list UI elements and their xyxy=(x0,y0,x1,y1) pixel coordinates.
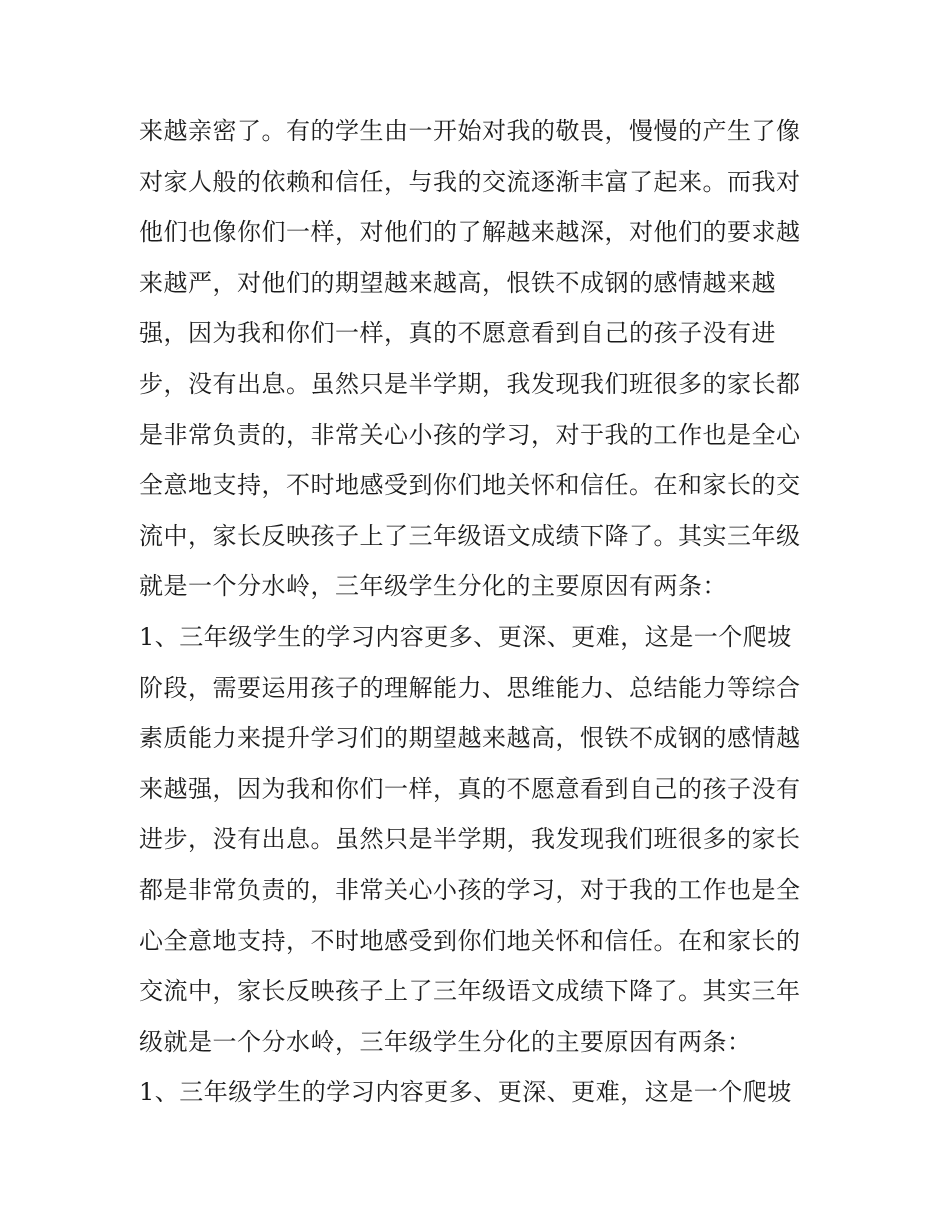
text-line: 1、三年级学生的学习内容更多、更深、更难，这是一个爬坡 xyxy=(139,622,792,651)
text-line: 1、三年级学生的学习内容更多、更深、更难，这是一个爬坡 xyxy=(139,1078,792,1107)
text-line: 流中，家长反映孩子上了三年级语文成绩下降了。其实三年级 xyxy=(139,521,801,550)
text-line: 来越亲密了。有的学生由一开始对我的敬畏，慢慢的产生了像 xyxy=(139,117,801,145)
text-line: 强，因为我和你们一样，真的不愿意看到自己的孩子没有进 xyxy=(139,319,776,348)
text-line: 对家人般的依赖和信任，与我的交流逐渐丰富了起来。而我对 xyxy=(139,167,801,196)
text-line: 他们也像你们一样，对他们的了解越来越深，对他们的要求越 xyxy=(139,218,801,247)
text-line: 素质能力来提升学习们的期望越来越高，恨铁不成钢的感情越 xyxy=(139,724,801,753)
text-line: 级就是一个分水岭，三年级学生分化的主要原因有两条： xyxy=(139,1027,752,1056)
text-line: 就是一个分水岭，三年级学生分化的主要原因有两条： xyxy=(139,572,727,601)
text-line: 来越严，对他们的期望越来越高，恨铁不成钢的感情越来越 xyxy=(139,268,776,297)
text-line: 都是非常负责的，非常关心小孩的学习，对于我的工作也是全 xyxy=(139,875,801,904)
text-line: 全意地支持，不时地感受到你们地关怀和信任。在和家长的交 xyxy=(139,471,801,500)
body-text xyxy=(139,106,819,1118)
text-line: 交流中，家长反映孩子上了三年级语文成绩下降了。其实三年 xyxy=(139,977,801,1006)
text-line: 进步，没有出息。虽然只是半学期，我发现我们班很多的家长 xyxy=(139,825,801,854)
text-line: 是非常负责的，非常关心小孩的学习，对于我的工作也是全心 xyxy=(139,420,801,449)
text-line: 阶段，需要运用孩子的理解能力、思维能力、总结能力等综合 xyxy=(139,673,801,702)
text-line: 来越强，因为我和你们一样，真的不愿意看到自己的孩子没有 xyxy=(139,774,801,803)
text-line: 心全意地支持，不时地感受到你们地关怀和信任。在和家长的 xyxy=(139,926,801,955)
text-line: 步，没有出息。虽然只是半学期，我发现我们班很多的家长都 xyxy=(139,369,801,398)
